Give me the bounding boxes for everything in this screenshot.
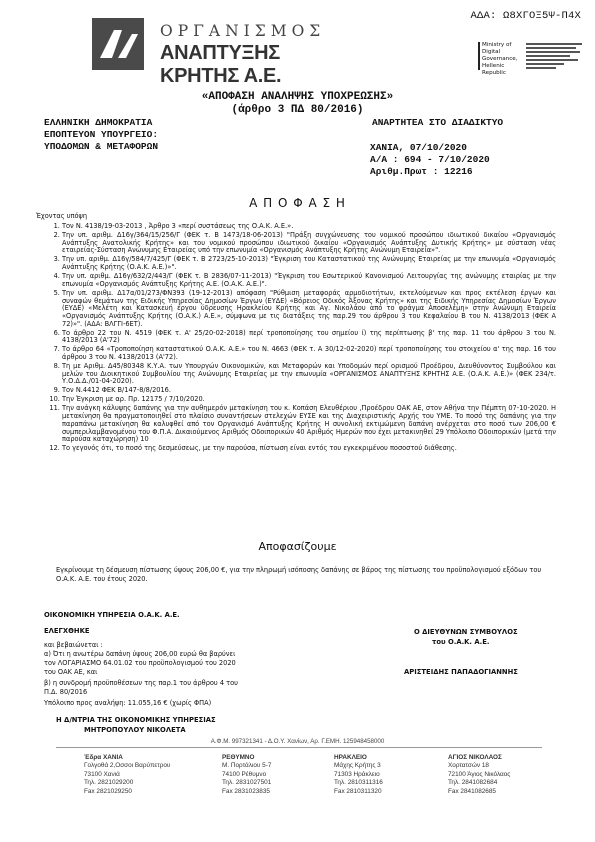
list-item: 6. Το άρθρο 22 του Ν. 4519 (ΦΕΚ τ. Α' 25/20-02-2018) περί τροποποίησης του σημείου ί) της περίπτωσης β' της παρ. 11 του άρθρου 3 του Ν. 4138/2013 (Α'72)	[62, 330, 556, 345]
finance-b2: Π.Δ. 80/2016	[44, 688, 88, 696]
ceo-org: του Ο.Α.Κ. Α.Ε.	[432, 638, 490, 646]
office-zip: 72100 Άγιος Νικόλαος	[448, 770, 511, 778]
office-name: ΡΕΘΥΜΝΟ	[222, 754, 255, 761]
office-fax: Fax 2821029250	[84, 787, 132, 795]
list-item: 5. Την υπ. αριθμ. Δ17α/01/273/ΦΝ393 (19-12-2013) απόφαση "Ρύθμιση μεταφοράς αρμοδιοτήτων, εκτελούμενων και προς εκτέλεση έργων και συναφών θεμάτων της Ειδικής Υπηρεσίας Δημοσίων Έργων (ΕΥΔΕ) «Βόρειος Οδικός Άξονας Κρήτης» και της Ειδικής Υπηρεσίας Δημοσίων Έργων (ΕΥΔΕ) «Μελέτη και Κατασκευή έργου ύδρευσης Ηρακλείου Κρήτης και Αγ. Νικολάου από το φράγμα Αποσελέμη» στην Ανώνυμη Εταιρεία «Οργανισμός Ανάπτυξης Κρήτης (Ο.Α.Κ.) Α.Ε.», σύμφωνα με τις διατάξεις της παρ.29 του άρθρου 3 του Κεφαλαίου Β του Ν. 4138/2013 (ΦΕΚ Α 72)»". (ΑΔΑ: ΒΛΓΓΙ-6ΕΤ).	[62, 290, 556, 329]
finance-remaining: Υπόλοιπο προς αναλήψη: 11.055,16 € (χωρίς ΦΠΑ)	[44, 699, 212, 707]
considerations-list	[48, 223, 556, 454]
list-item: 8. Τη με Αριθμ. Δ45/80348 Κ.Υ.Α. των Υπουργών Οικονομικών, και Μεταφορών και Υποδομών περί ορισμού Προέδρου, Διευθύνοντος Συμβούλου και μελών του Διοικητικού Συμβουλίου της Ανώνυμης Εταιρείας με την επωνυμία «ΟΡΓΑΝΙΣΜΟΣ ΑΝΑΠΤΥΞΗΣ ΚΡΗΤΗΣ Α.Ε. (Ο.Α.Κ. Α.Ε.)» (ΦΕΚ 234/τ. Υ.Ο.Δ.Δ./01-04-2020).	[62, 363, 556, 386]
office-zip: 71303 Ηράκλειο	[334, 770, 380, 778]
office-fax: Fax 2831023835	[222, 787, 270, 795]
footer-tax-line: Α.Φ.Μ. 997321341 - Δ.Ο.Υ. Χανίων, Αρ. Γ.ΕΜΗ. 125948458000	[210, 738, 385, 745]
list-item: 1. Τον Ν. 4138/19-03-2013 , Άρθρο 3 «περί συστάσεως της Ο.Α.Κ. Α.Ε.».	[62, 223, 556, 231]
office-address: Μ. Πορτάλιου 5-7	[222, 762, 272, 770]
having-regard: Έχοντας υπόψη	[36, 212, 88, 220]
finance-checked: ΕΛΕΓΧΘΗΚΕ	[44, 627, 90, 635]
finance-signatory-title: Η Δ/ΝΤΡΙΑ ΤΗΣ ΟΙΚΟΝΟΜΙΚΗΣ ΥΠΗΡΕΣΙΑΣ	[56, 716, 216, 724]
office-name: ΑΓΙΟΣ ΝΙΚΟΛΑΟΣ	[448, 754, 502, 761]
office-tel: Τηλ. 2821029200	[84, 779, 134, 787]
finance-a1: α) Ότι η ανωτέρω δαπάνη ύψους 206,00 ευρώ θα βαρύνει	[44, 650, 236, 658]
office-tel: Τηλ. 2810311316	[334, 779, 383, 787]
finance-signatory-name: ΜΗΤΡΟΠΟΥΛΟΥ ΝΙΚΟΛΕΤΑ	[84, 726, 186, 734]
logo-mark-icon	[92, 18, 144, 70]
office-rethymno	[222, 754, 332, 796]
list-item: 3. Την υπ. αριθμ. Δ16γ/584/7/425/Γ (ΦΕΚ τ. Β 2723/25-10-2013) "Έγκριση του Καταστατικού της Ανώνυμης Εταιρείας με την επωνυμία «Οργανισμός Ανάπτυξης Κρήτης (Ο.Α.Κ. Α.Ε.)»".	[62, 256, 556, 271]
list-item: 11. Την ανάγκη κάλυψης δαπάνης για την αυθημερόν μετακίνηση του κ. Κοπάση Ελευθέριου ,Προέδρου ΟΑΚ ΑΕ, στον Αθήνα την Πέμπτη 07-10-2020. Η μετακίνηση θα πραγματοποιηθεί στο πλαίσιο συναντήσεων στελεχών ΕΥΣΕ και της Διαχειριστικής Αρχής του ΥΜΕ. Το ποσό της δαπάνης για την παραπάνω μετακίνηση θα καλυφθεί από τον Οργανισμό Ανάπτυξης Κρήτης Η συνολική εκτιμώμενη δαπάνη ανέρχεται στο ποσό των 206,00 € συμπεριλαμβανομένου του Φ.Π.Α. Δικαιούμενος Αριθμός Οδοιπορικών 40 Αριθμός Ημερών που έχει μετακινηθεί 29 Υπόλοιπο Οδοιπορικών (μετά την παρούσα καταχώρηση) 10	[62, 405, 556, 444]
list-item: 12. Το γεγονός ότι, το ποσό της δεσμεύσεως, με την παρούσα, πίστωση είναι εντός του εγκεκριμένου ποσοστού διάθεσης.	[62, 445, 556, 453]
header-left-3: ΥΠΟΔΟΜΩΝ & ΜΕΤΑΦΟΡΩΝ	[44, 141, 159, 152]
header-left-2: ΕΠΟΠΤΕΥΟΝ ΥΠΟΥΡΓΕΙΟ:	[44, 129, 159, 140]
office-fax: Fax 2841082685	[448, 787, 496, 795]
place-date: ΧΑΝΙΑ, 07/10/2020	[370, 142, 467, 153]
decision-heading: Α Π Ο Φ Α Σ Η	[249, 196, 346, 210]
list-item: 10. Την Έγκριση με αρ. Πρ. 12175 / 7/10/2020.	[62, 396, 556, 404]
ceo-title: Ο ΔΙΕΥΘΥΝΩΝ ΣΥΜΒΟΥΛΟΣ	[414, 628, 518, 636]
list-item: 2. Την υπ. αριθμ. Δ16γ/364/15/256/Γ (ΦΕΚ τ. Β 1473/18-06-2013) "Πράξη συγχώνευσης του νομικού προσώπου ιδιωτικού δικαίου «Οργανισμός Ανάπτυξης Ανατολικής Κρήτης» και του νομικού προσώπου ιδιωτικού δικαίου «Οργανισμός Ανάπτυξης Δυτικής Κρήτης» με σύσταση νέας εταιρείας-Σύσταση Ανώνυμης Εταιρείας υπό την επωνυμία «Οργανισμός Ανάπτυξης Κρήτης Ανώνυμη Εταιρεία»".	[62, 232, 556, 255]
list-item: 7. Το άρθρο 64 «Τροποποίηση καταστατικού Ο.Α.Κ. Α.Ε.» του Ν. 4663 (ΦΕΚ τ. Α 30/12-02-2020) περί τροποποίησης του στοιχείου α' της παρ. 16 του άρθρου 3 του Ν. 4138/2013 (Α'72).	[62, 346, 556, 361]
office-address: Γολγοθά 2,Οσσοι Βαρύπετρου	[84, 762, 171, 770]
posted-label: ΑΝΑΡΤΗΤΕΑ ΣΤΟ ΔΙΑΔΙΚΤΥΟ	[372, 117, 504, 128]
office-zip: 74100 Ρέθυμνο	[222, 770, 267, 778]
list-item: 9. Τον Ν.4412 ΦΕΚ Β/147-8/8/2016.	[62, 387, 556, 395]
office-address: Χορτατσών 18	[448, 762, 489, 770]
doc-subtitle: (άρθρο 3 ΠΔ 80/2016)	[231, 104, 364, 116]
reference-number: Α/Α : 694 - 7/10/2020	[370, 154, 490, 165]
office-tel: Τηλ. 2831027501	[222, 779, 272, 787]
doc-title: «ΑΠΟΦΑΣΗ ΑΝΑΛΗΨΗΣ ΥΠΟΧΡΕΩΣΗΣ»	[201, 91, 394, 103]
logo-line-2: ΑΝΑΠΤΥΞΗΣ ΚΡΗΤΗΣ Α.Ε.	[160, 42, 282, 87]
org-logo	[92, 18, 362, 87]
ada-code: ΑΔΑ: Ω8ΧΓΟΞ5Ψ-Π4Χ	[470, 10, 581, 22]
office-address: Μάχης Κρήτης 3	[334, 762, 381, 770]
gov-stamp-text: Ministry of Digital Governance, Hellenic Republic	[482, 42, 518, 76]
office-chania	[84, 754, 194, 796]
header-left-1: ΕΛΛΗΝΙΚΗ ΔΗΜΟΚΡΑΤΙΑ	[44, 117, 153, 128]
logo-line-1: ΟΡΓΑΝΙΣΜΟΣ	[160, 22, 326, 40]
ceo-name: ΑΡΙΣΤΕΙΔΗΣ ΠΑΠΑΔΟΓΙΑΝΝΗΣ	[404, 668, 518, 676]
finance-dept: ΟΙΚΟΝΟΜΙΚΗ ΥΠΗΡΕΣΙΑ Ο.Α.Κ. Α.Ε.	[44, 611, 180, 619]
office-name: ΗΡΑΚΛΕΙΟ	[334, 754, 367, 761]
office-agios-nikolaos	[448, 754, 558, 796]
office-fax: Fax 2810311320	[334, 787, 382, 795]
footer-divider	[56, 747, 542, 748]
list-item: 4. Την υπ. αριθμ. Δ16γ/632/2/443/Γ (ΦΕΚ τ. Β 2836/07-11-2013) "Έγκριση του Εσωτερικού Κανονισμού Λειτουργίας της ανώνυμης εταιρίας με την επωνυμία «Οργανισμός Ανάπτυξης Κρήτης Α.Ε. (Ο.Α.Κ. Α.Ε.)".	[62, 273, 556, 288]
office-heraklion	[334, 754, 444, 796]
stamp-bar-icon	[478, 42, 480, 70]
digital-signature-icon	[526, 42, 586, 71]
office-name: Έδρα ΧΑΝΙΑ	[84, 754, 123, 761]
office-zip: 73100 Χανιά	[84, 770, 120, 778]
finance-a3: του ΟΑΚ ΑΕ, και	[44, 668, 98, 676]
protocol-number: Αριθμ.Πρωτ : 12216	[370, 166, 473, 177]
decision-text: Εγκρίνουμε τη δέσμευση πίστωσης ύψους 206,00 €, για την πληρωμή ισόποσης δαπάνης σε βάρος της πίστωσης του προϋπολογισμού εξόδων του Ο.Α.Κ. Α.Ε. του έτους 2020.	[56, 566, 542, 583]
finance-certify: και βεβαιώνεται :	[44, 641, 103, 649]
we-decide-heading: Αποφασίζουμε	[258, 540, 337, 553]
office-tel: Τηλ. 2841082684	[448, 779, 498, 787]
finance-b1: β) η συνδρομή προϋποθέσεων της παρ.1 του άρθρου 4 του	[44, 679, 238, 687]
finance-a2: τον ΛΟΓΑΡΙΑΣΜΟ 64.01.02 του προϋπολογισμού του 2020	[44, 659, 236, 667]
